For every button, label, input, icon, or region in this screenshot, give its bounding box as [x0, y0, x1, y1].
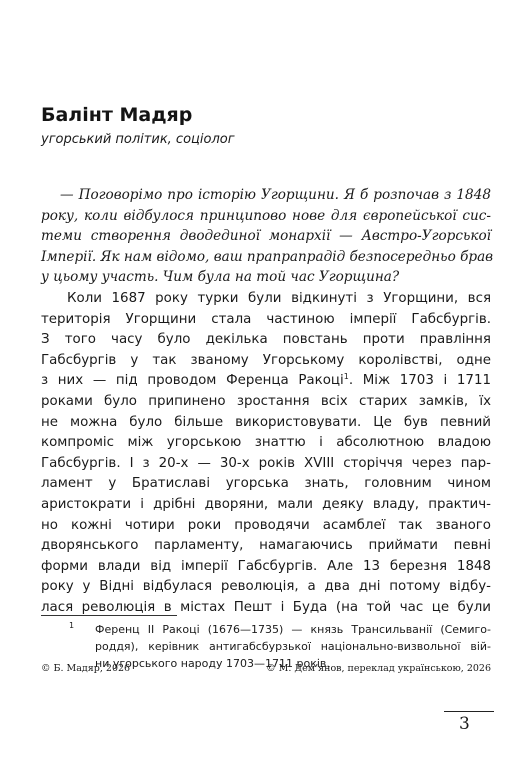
answer-line: Габсбургів у так званому Угорському королівстві, одне: [41, 352, 491, 368]
footnote-line: Ференц ІІ Ракоці (1676—1735) — князь Трансильванії (Семиго-: [95, 623, 491, 636]
answer-line: лася революція в містах Пешт і Буда (на той час це були: [41, 599, 491, 615]
question-line: року, коли відбулося принципово нове для європейської сис-: [41, 207, 491, 224]
answer-line: дворянського парламенту, намагаючись приймати певні: [41, 538, 491, 554]
page-number: 3: [459, 714, 470, 734]
footnote-line: ни угорського народу 1703—1711 років.: [95, 657, 330, 670]
question-line: — Поговорімо про історію Угорщини. Я б розпочав з 1848: [60, 187, 491, 203]
footnote-line: роддя), керівник антигабсбурзької національно-визвольної вій-: [95, 640, 491, 653]
answer-line: роками було припинено зростання всіх старих замків, їх: [41, 393, 491, 409]
question-line: Імперії. Як нам відомо, ваш прапрапрадід безпосередньо брав: [41, 248, 494, 265]
author-name: Балінт Мадяр: [41, 104, 193, 126]
author-role: угорський політик, соціолог: [41, 132, 235, 147]
question-line: теми створення дводединої монархії — Австро-Угорської: [41, 228, 491, 245]
footnote-reference[interactable]: 1: [343, 372, 349, 382]
answer-line-part: . Між 1703 і 1711: [348, 373, 491, 389]
answer-line: року у Відні відбулася революція, а два дні потому відбу-: [41, 579, 491, 595]
answer-line: територія Угорщини стала частиною імперії Габсбургів.: [41, 311, 491, 327]
answer-line: форми влади від імперії Габсбургів. Але 13 березня 1848: [41, 558, 491, 574]
answer-line-with-footnote: [41, 371, 491, 392]
answer-line: аристократи і дрібні дворяни, мали деяку владу, практич-: [41, 496, 491, 512]
answer-line: Габсбургів. І з 20-х — 30-х років XVIII сторіччя через пар-: [41, 455, 491, 471]
answer-line: Коли 1687 року турки були відкинуті з Угорщини, вся: [67, 291, 491, 306]
answer-line: не можна було більше використовувати. Це був певний: [41, 414, 491, 430]
interview-answer: [41, 289, 491, 619]
answer-line: но кожні чотири роки проводячи асамблеї так званого: [41, 517, 491, 533]
interview-question: [41, 185, 494, 288]
footnote-number: 1: [69, 621, 75, 630]
footnote-divider: [41, 615, 177, 616]
copyright-author: © Б. Мадяр, 2026: [41, 663, 131, 674]
answer-line: З того часу було декілька повстань проти правління: [41, 332, 491, 348]
question-line: у цьому участь. Чим була на той час Угорщина?: [41, 269, 400, 286]
copyright-translator: © М. Дем’янов, переклад українською, 2026: [266, 663, 491, 674]
answer-line: ламент у Братиславі угорська знать, головним чином: [41, 476, 491, 492]
answer-line: компроміс між угорською знаттю і абсолютною владою: [41, 435, 491, 451]
answer-line-part: з них — під проводом Ференца Ракоці: [41, 373, 344, 389]
